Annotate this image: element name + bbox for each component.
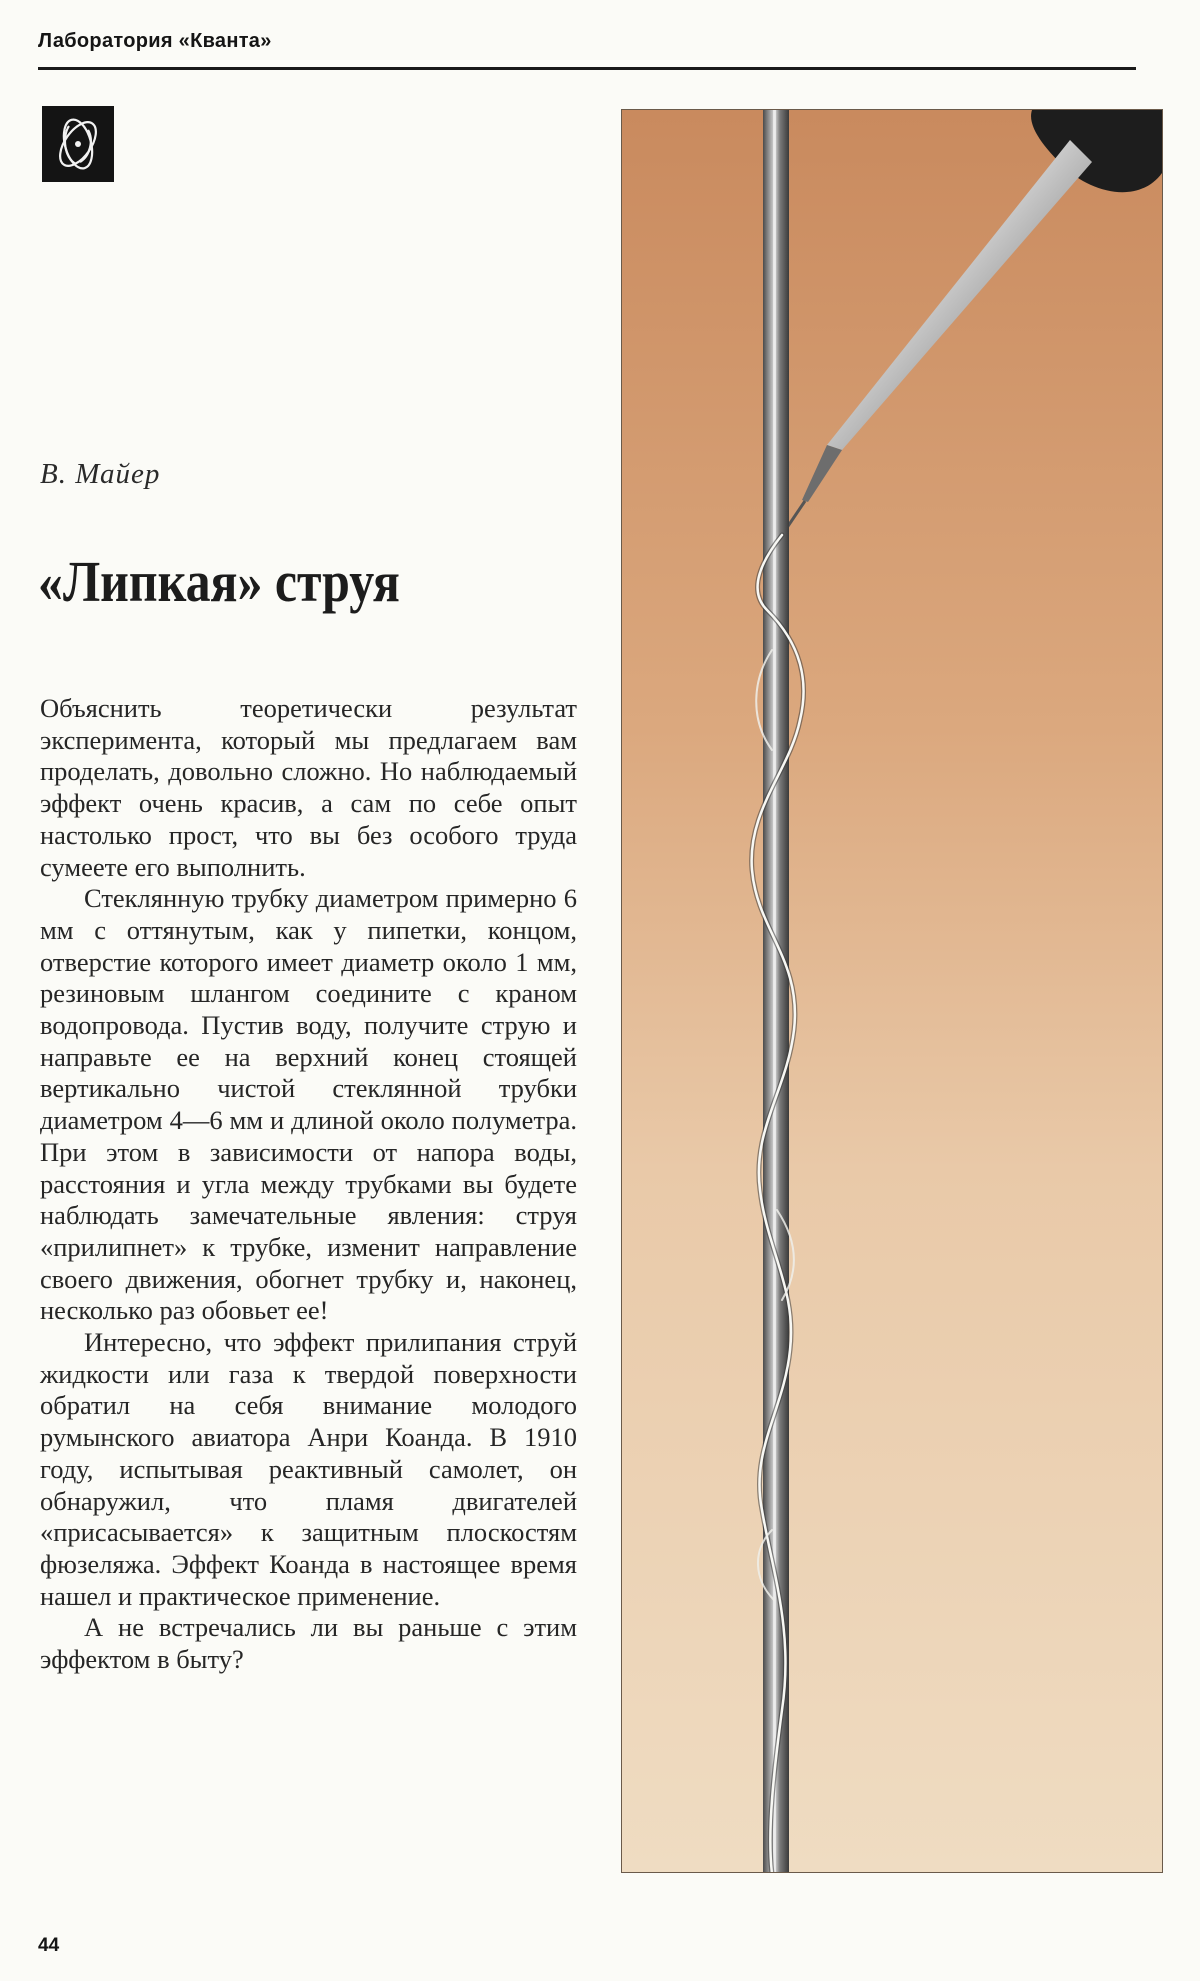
article-author: В. Майер [40,458,161,490]
article-paragraph: Объяснить теоретически результат эксперимента, который мы предлагаем вам проделать, довольно сложно. Но наблюдаемый эффект очень красив, а сам по себе опыт настолько прост, что вы без особого труда сумеете его выполнить. [40,693,577,882]
article-body [40,693,577,1676]
page-number: 44 [38,1935,60,1956]
article-title: «Липкая» струя [38,549,400,614]
water-jet-wrapping-glass-tube-photo [621,109,1163,1873]
section-title: Лаборатория «Кванта» [38,30,272,52]
kvant-lab-logo-icon [42,106,114,182]
header-divider [38,67,1136,70]
article-paragraph: Интересно, что эффект прилипания струй жидкости или газа к твердой поверхности обратил на себя внимание молодого румынского авиатора Анри Коанда. В 1910 году, испытывая реактивный самолет, он обнаружил, что пламя двигателей «присасывается» к защитным плоскостям фюзеляжа. Эффект Коанда в настоящее время нашел и практическое применение. [40,1327,577,1611]
article-paragraph: Стеклянную трубку диаметром примерно 6 мм с оттянутым, как у пипетки, концом, отверстие которого имеет диаметр около 1 мм, резиновым шлангом соедините с краном водопровода. Пустив воду, получите струю и направьте ее на верхний конец стоящей вертикально чистой стеклянной трубки диаметром 4—6 мм и длиной около полуметра. При этом в зависимости от напора воды, расстояния и угла между трубками вы будете наблюдать замечательные явления: струя «прилипнет» к трубке, изменит направление своего движения, обогнет трубку и, наконец, несколько раз обовьет ее! [40,883,577,1326]
article-paragraph: А не встречались ли вы раньше с этим эффектом в быту? [40,1612,577,1675]
